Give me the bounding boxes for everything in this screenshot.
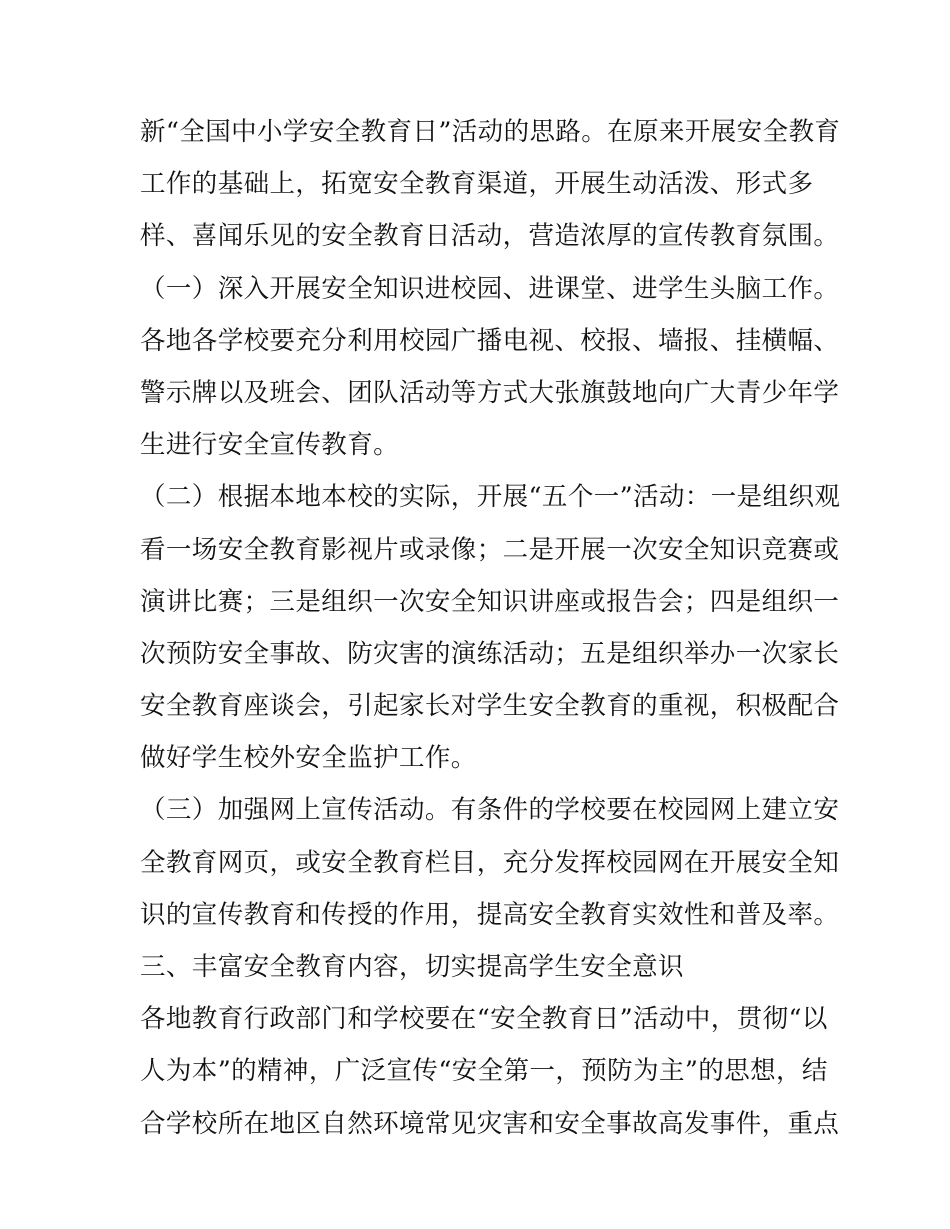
- text-line: （二）根据本地本校的实际，开展“五个一”活动：一是组织观: [140, 482, 841, 513]
- text-line: 全教育网页，或安全教育栏目，充分发挥校园网在开展安全知: [140, 847, 840, 878]
- text-line: （三）加强网上宣传活动。有条件的学校要在校园网上建立安: [140, 795, 840, 826]
- text-line: 新“全国中小学安全教育日”活动的思路。在原来开展安全教育: [140, 117, 841, 147]
- text-line: 识的宣传教育和传授的作用，提高安全教育实效性和普及率。: [140, 899, 840, 930]
- text-line: 工作的基础上，拓宽安全教育渠道，开展生动活泼、形式多: [140, 169, 814, 200]
- document-body: [140, 106, 841, 1150]
- text-line: 合学校所在地区自然环境常见灾害和安全事故高发事件，重点: [140, 1108, 840, 1139]
- text-line: 各地教育行政部门和学校要在“安全教育日”活动中，贯彻“以: [140, 1004, 828, 1035]
- text-line: 看一场安全教育影视片或录像；二是开展一次安全知识竞赛或: [140, 534, 840, 565]
- text-line: 演讲比赛；三是组织一次安全知识讲座或报告会；四是组织一: [140, 586, 840, 617]
- text-line: （一）深入开展安全知识进校园、进课堂、进学生头脑工作。: [140, 273, 840, 304]
- text-line: 人为本”的精神，广泛宣传“安全第一，预防为主”的思想，结: [140, 1056, 828, 1087]
- text-line: 安全教育座谈会，引起家长对学生安全教育的重视，积极配合: [140, 691, 840, 722]
- section-heading: 三、丰富安全教育内容，切实提高学生安全意识: [140, 952, 684, 982]
- text-line: 样、喜闻乐见的安全教育日活动，营造浓厚的宣传教育氛围。: [140, 221, 840, 252]
- text-line: 次预防安全事故、防灾害的演练活动；五是组织举办一次家长: [140, 638, 840, 669]
- text-line: 警示牌以及班会、团队活动等方式大张旗鼓地向广大青少年学: [140, 377, 840, 408]
- text-line: 各地各学校要充分利用校园广播电视、校报、墙报、挂横幅、: [140, 325, 840, 356]
- text-line: 做好学生校外安全监护工作。: [140, 743, 477, 774]
- text-line: 生进行安全宣传教育。: [140, 430, 400, 461]
